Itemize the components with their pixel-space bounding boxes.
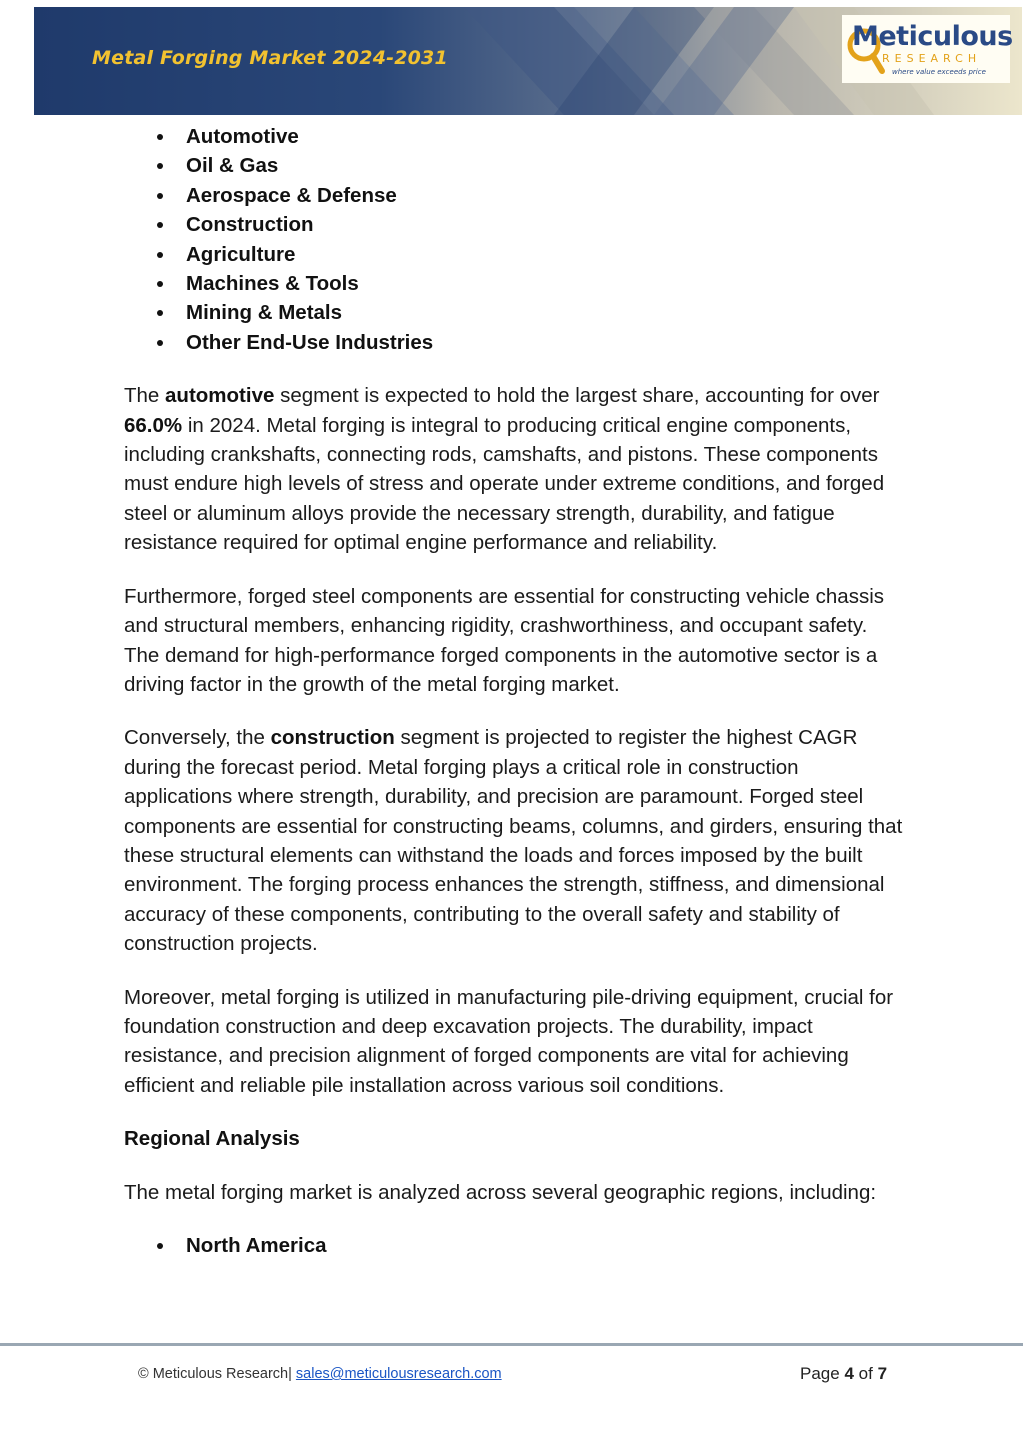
bullet-icon bbox=[157, 134, 163, 140]
bullet-icon bbox=[157, 1243, 163, 1249]
region-list bbox=[124, 1231, 904, 1260]
bullet-icon bbox=[157, 340, 163, 346]
paragraph-construction: Conversely, the construction segment is projected to register the highest CAGR during the forecast period. Metal forging plays a critical role in construction applications where strength, durability, and precision are paramount. Forged steel components are essential for constructing beams, columns, and girders, ensuring that these structural elements can withstand the loads and forces imposed by the built environment. The forging process enhances the strength, stiffness, and dimensional accuracy of these components, contributing to the overall safety and stability of construction projects. bbox=[124, 726, 903, 956]
document-body bbox=[124, 122, 904, 1260]
bullet-icon bbox=[157, 281, 163, 287]
bullet-icon bbox=[157, 222, 163, 228]
list-item: Mining & Metals bbox=[124, 298, 904, 327]
list-item: Aerospace & Defense bbox=[124, 181, 904, 210]
bullet-icon bbox=[157, 252, 163, 258]
list-item: Automotive bbox=[124, 122, 904, 151]
page-number: Page 4 of 7 bbox=[800, 1364, 888, 1383]
email-link[interactable]: sales@meticulousresearch.com bbox=[295, 1366, 502, 1382]
section-heading-regional: Regional Analysis bbox=[124, 1127, 300, 1151]
bullet-icon bbox=[157, 193, 163, 199]
end-use-list bbox=[124, 122, 904, 357]
logo-name: Meticulous bbox=[852, 21, 1013, 52]
paragraph-regional-intro: The metal forging market is analyzed across several geographic regions, including: bbox=[124, 1180, 877, 1204]
logo-subtitle: RESEARCH bbox=[882, 52, 982, 65]
list-item: Construction bbox=[124, 210, 904, 239]
list-item: North America bbox=[124, 1231, 904, 1260]
paragraph-automotive: The automotive segment is expected to hold the largest share, accounting for over 66.0% in 2024. Metal forging is integral to producing critical engine components, including crankshafts, connecting rods, camshafts, and pistons. These components must endure high levels of stress and operate under extreme conditions, and forged steel or aluminum alloys provide the necessary strength, durability, and fatigue resistance required for optimal engine performance and reliability. bbox=[124, 384, 885, 555]
list-item: Agriculture bbox=[124, 240, 904, 269]
logo-tagline: where value exceeds price bbox=[892, 68, 986, 76]
footer-divider bbox=[0, 1343, 1023, 1346]
list-item: Other End-Use Industries bbox=[124, 328, 904, 357]
bullet-icon bbox=[157, 163, 163, 169]
page-header bbox=[34, 7, 1022, 115]
paragraph-pile-driving: Moreover, metal forging is utilized in manufacturing pile-driving equipment, crucial for foundation construction and deep excavation projects. The durability, impact resistance, and precision alignment of forged components are vital for achieving efficient and reliable pile installation across various soil conditions. bbox=[124, 985, 894, 1097]
report-title: Metal Forging Market 2024-2031 bbox=[92, 47, 448, 69]
footer-copyright: © Meticulous Research| sales@meticulousresearch.com bbox=[138, 1366, 502, 1382]
list-item: Machines & Tools bbox=[124, 269, 904, 298]
company-logo bbox=[842, 15, 1013, 83]
list-item: Oil & Gas bbox=[124, 151, 904, 180]
paragraph-automotive-chassis: Furthermore, forged steel components are essential for constructing vehicle chassis and structural members, enhancing rigidity, crashworthiness, and occupant safety. The demand for high-performance forged components in the automotive sector is a driving factor in the growth of the metal forging market. bbox=[124, 584, 885, 696]
bullet-icon bbox=[157, 310, 163, 316]
